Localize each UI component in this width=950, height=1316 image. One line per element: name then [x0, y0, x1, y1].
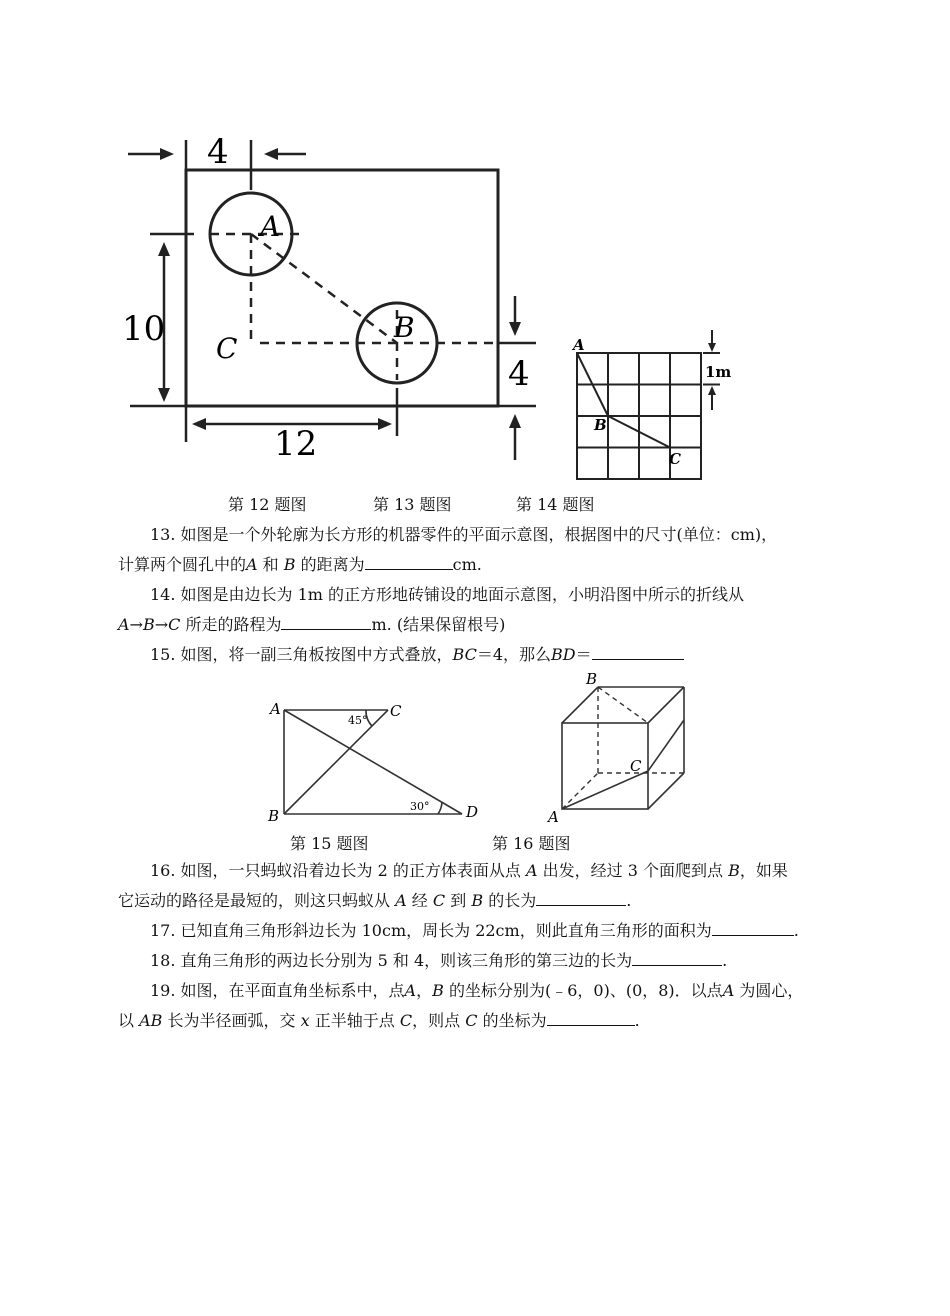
point-a-label: A — [270, 700, 281, 718]
point-d-label: D — [466, 803, 479, 821]
question-15: 15. 如图，将一副三角板按图中方式叠放，BC＝4，那么BD＝ — [118, 640, 834, 670]
figure-13-machine-part — [110, 130, 550, 470]
dim-bottom-label: 12 — [274, 424, 318, 464]
question-13 — [118, 520, 834, 580]
point-b-label: B — [268, 807, 280, 825]
question-13-line1: 13. 如图是一个外轮廓为长方形的机器零件的平面示意图，根据图中的尺寸(单位：cm)， — [150, 525, 778, 544]
answer-blank — [536, 887, 626, 906]
point-c-label: C — [390, 702, 402, 720]
figure-14-tile-grid — [566, 330, 746, 490]
point-c-label: C — [216, 332, 238, 365]
figure-16-cube — [540, 668, 700, 828]
answer-blank — [281, 611, 371, 630]
answer-blank — [365, 551, 453, 570]
point-b-label: B — [394, 311, 415, 344]
question-17: 17. 已知直角三角形斜边长为 10cm，周长为 22cm，则此直角三角形的面积为 . — [118, 916, 834, 946]
question-14-line1: 14. 如图是由边长为 1m 的正方形地砖铺设的地面示意图，小明沿图中所示的折线从 — [150, 585, 745, 604]
angle-30-label: 30° — [410, 800, 430, 813]
answer-blank — [547, 1007, 635, 1026]
point-b-label: B — [586, 670, 598, 688]
caption-fig14: 第 14 题图 — [516, 495, 595, 514]
answer-blank — [712, 917, 794, 936]
point-b-label: B — [594, 416, 607, 434]
point-a-label: A — [260, 210, 281, 243]
point-a-label: A — [548, 808, 559, 826]
dim-right-label: 4 — [508, 354, 530, 394]
answer-blank — [632, 947, 722, 966]
point-c-label: C — [669, 450, 681, 468]
caption-fig16: 第 16 题图 — [492, 834, 571, 853]
question-16: 16. 如图，一只蚂蚁沿着边长为 2 的正方体表面从点 A 出发，经过 3 个面爬到点 B，如果 它运动的路径是最短的，则这只蚂蚁从 A 经 C 到 B 的长为 . — [118, 861, 788, 910]
answer-blank — [592, 641, 684, 660]
dim-left-label: 10 — [122, 309, 166, 349]
caption-fig13: 第 13 题图 — [373, 495, 452, 514]
question-13-line2: 计算两个圆孔中的A 和 B 的距离为 cm. — [118, 550, 834, 580]
question-14-line2: A→B→C 所走的路程为 m. (结果保留根号) — [118, 610, 834, 640]
caption-fig15: 第 15 题图 — [290, 834, 369, 853]
figure-15-set-squares — [262, 694, 492, 829]
angle-45-label: 45° — [348, 714, 368, 727]
caption-fig12: 第 12 题图 — [228, 495, 307, 514]
question-19: 19. 如图，在平面直角坐标系中，点A，B 的坐标分别为(﹣6，0)、(0，8)．以点A 为圆心， 以 AB 长为半径画弧，交 x 正半轴于点 C，则点 C 的坐标为 . — [118, 981, 804, 1030]
unit-label: 1m — [705, 363, 732, 381]
question-14 — [118, 580, 834, 640]
point-a-label: A — [573, 336, 585, 354]
question-18: 18. 直角三角形的两边长分别为 5 和 4，则该三角形的第三边的长为 . — [118, 946, 834, 976]
point-c-label: C — [630, 757, 642, 775]
dim-top-label: 4 — [207, 132, 229, 172]
